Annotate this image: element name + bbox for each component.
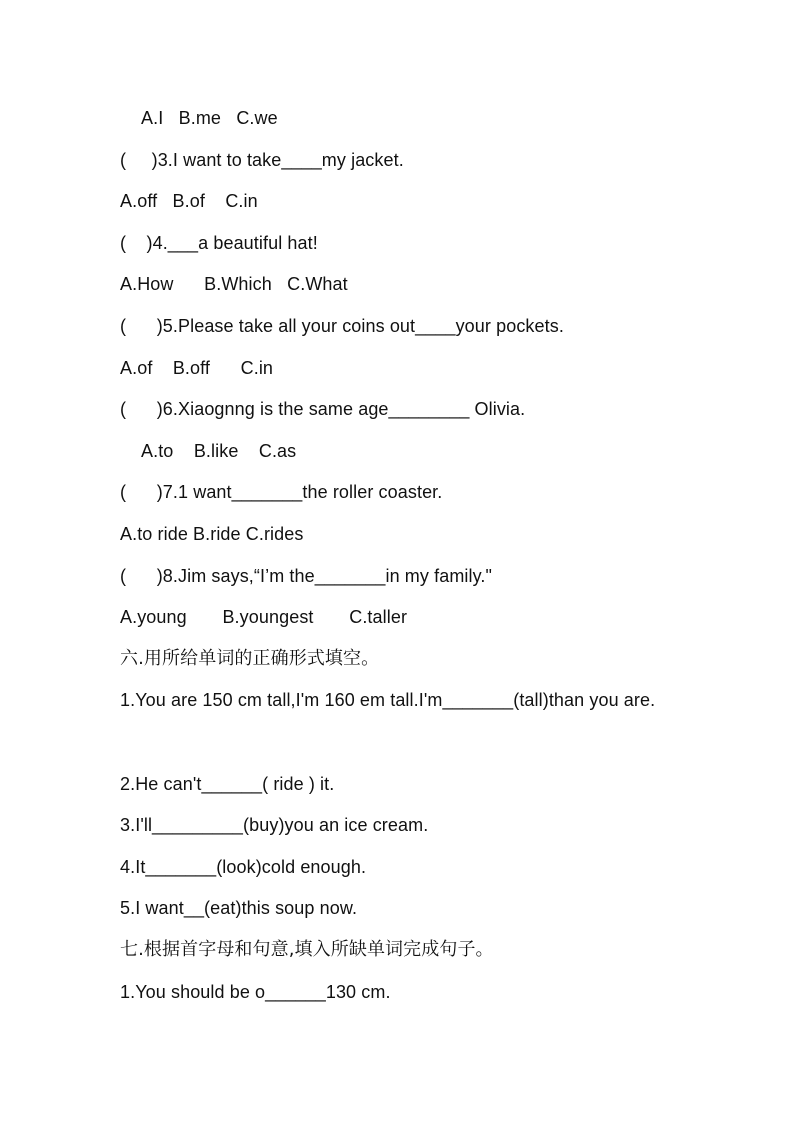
- question-8-options: A.young B.youngest C.taller: [120, 607, 408, 627]
- question-4-options: A.How B.Which C.What: [120, 274, 348, 294]
- section-6-item-1: 1.You are 150 cm tall,I'm 160 em tall.I'm_______(tall)than you are.: [120, 690, 656, 710]
- question-7: ( )7.1 want_______the roller coaster.: [120, 482, 443, 502]
- section-6-item-2: 2.He can't______( ride ) it.: [120, 774, 335, 794]
- section-6-item-4: 4.It_______(look)cold enough.: [120, 857, 367, 877]
- question-5: ( )5.Please take all your coins out____your pockets.: [120, 316, 564, 336]
- section-7-title: 七.根据首字母和句意,填入所缺单词完成句子。: [120, 939, 494, 960]
- question-3-options: A.off B.of C.in: [120, 191, 258, 211]
- question-2-options: A.I B.me C.we: [141, 108, 278, 128]
- section-6-item-5: 5.I want__(eat)this soup now.: [120, 898, 358, 918]
- question-4: ( )4.___a beautiful hat!: [120, 233, 318, 253]
- question-6: ( )6.Xiaognng is the same age________ Olivia.: [120, 399, 526, 419]
- question-8: ( )8.Jim says,“I’m the_______in my family.": [120, 566, 492, 586]
- section-6-title: 六.用所给单词的正确形式填空。: [120, 648, 380, 669]
- question-6-options: A.to B.like C.as: [141, 441, 297, 461]
- question-5-options: A.of B.off C.in: [120, 358, 274, 378]
- question-3: ( )3.I want to take____my jacket.: [120, 150, 404, 170]
- section-6-item-3: 3.I'll_________(buy)you an ice cream.: [120, 815, 429, 835]
- question-7-options: A.to ride B.ride C.rides: [120, 524, 304, 544]
- section-7-item-1: 1.You should be o______130 cm.: [120, 982, 391, 1002]
